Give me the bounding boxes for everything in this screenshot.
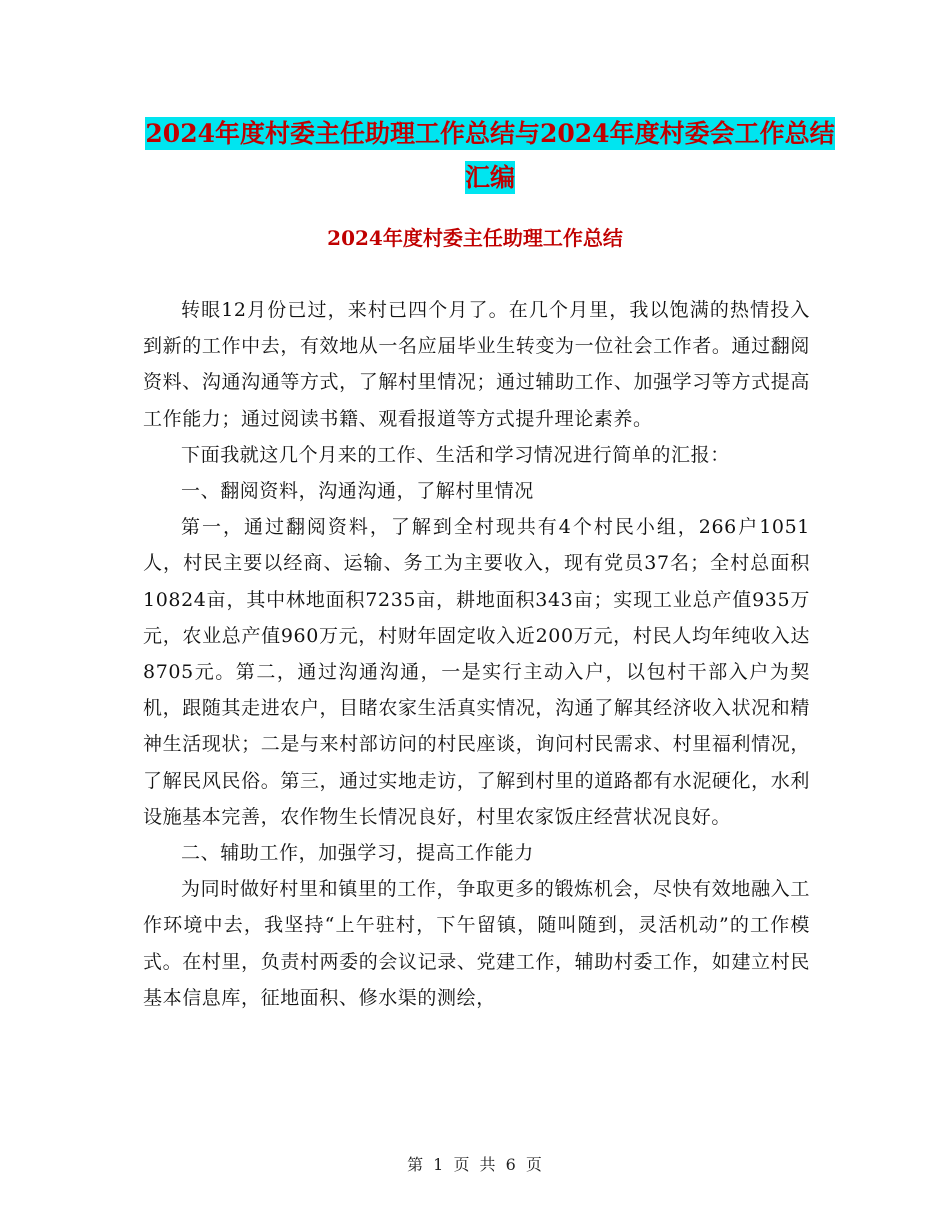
section-heading-2: 二、辅助工作，加强学习，提高工作能力 (181, 842, 534, 865)
document-title-text: 2024年度村委主任助理工作总结与2024年度村委会工作总结汇编 (145, 119, 835, 192)
paragraph: 第一，通过翻阅资料，了解到全村现共有4个村民小组，266户1051人，村民主要以经商、运输、务工为主要收入，现有党员37名；全村总面积10824亩，其中林地面积7235亩，耕地面积343亩；实现工业总产值935万元，农业总产值960万元，村财年固定收入近200万元，村民人均年纯收入达8705元。第二，通过沟通沟通，一是实行主动入户，以包村干部入户为契机，跟随其走进农户，目睹农家生活真实情况，沟通了解其经济收入状况和精神生活现状；二是与来村部访问的村民座谈，询问村民需求、村里福利情况，了解民风民俗。第三，通过实地走访，了解到村里的道路都有水泥硬化，水利设施基本完善，农作物生长情况良好，村里农家饭庄经营状况良好。 (143, 516, 810, 828)
section-title: 2024年度村委主任助理工作总结 (327, 226, 623, 250)
document-title (140, 112, 840, 200)
paragraph: 为同时做好村里和镇里的工作，争取更多的锻炼机会，尽快有效地融入工作环境中去，我坚持“上午驻村，下午留镇，随叫随到，灵活机动”的工作模式。在村里，负责村两委的会议记录、党建工作，辅助村委工作，如建立村民基本信息库，征地面积、修水渠的测绘， (143, 878, 810, 1009)
paragraph: 转眼12月份已过，来村已四个月了。在几个月里，我以饱满的热情投入到新的工作中去，有效地从一名应届毕业生转变为一位社会工作者。通过翻阅资料、沟通沟通等方式，了解村里情况；通过辅助工作、加强学习等方式提高工作能力；通过阅读书籍、观看报道等方式提升理论素养。 (143, 299, 810, 430)
document-body (143, 292, 810, 1016)
section-heading-1: 一、翻阅资料，沟通沟通，了解村里情况 (181, 480, 534, 503)
page-footer: 第 1 页 共 6 页 (407, 1155, 543, 1174)
paragraph: 下面我就这几个月来的工作、生活和学习情况进行简单的汇报： (181, 443, 730, 466)
